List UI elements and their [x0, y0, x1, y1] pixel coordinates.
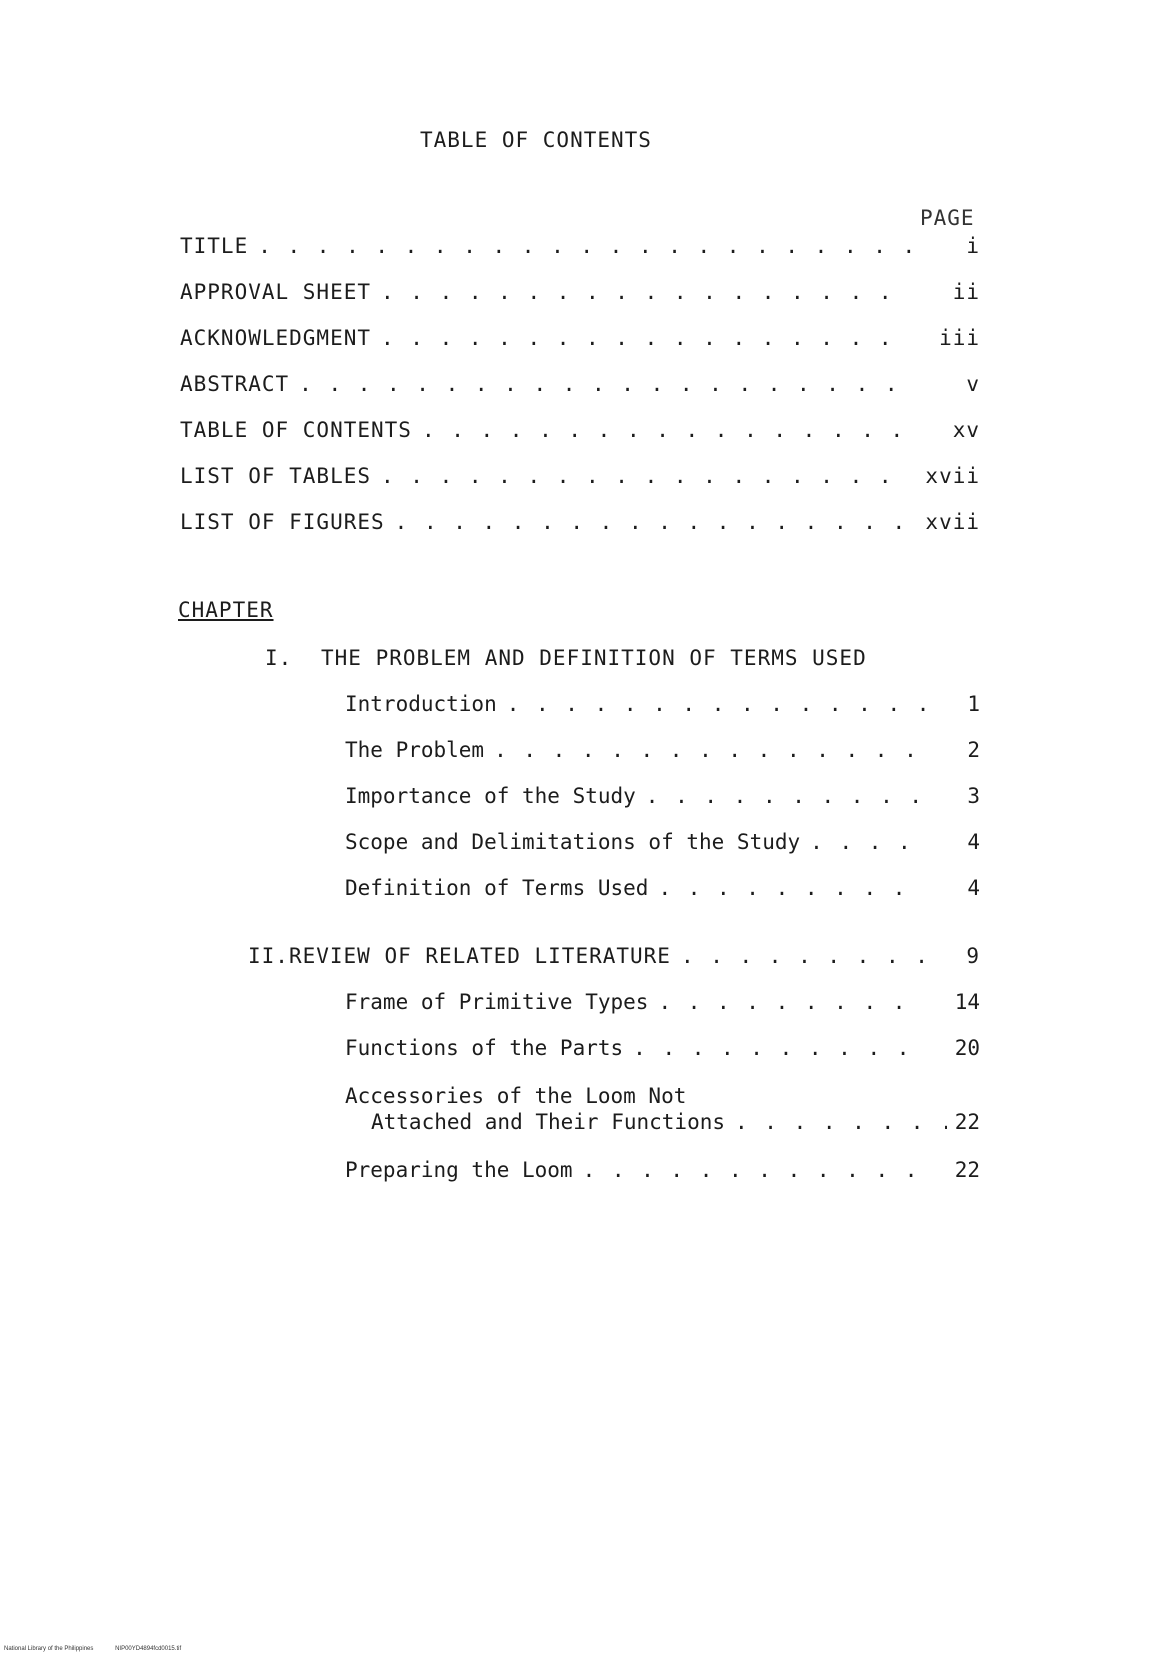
- chapter-heading: [265, 646, 867, 670]
- footer-library: National Library of the Philippines: [4, 1646, 94, 1652]
- toc-entry-page: ii: [952, 280, 980, 304]
- toc-entry-label: TABLE OF CONTENTS: [180, 418, 412, 442]
- toc-entry-page: xvii: [925, 464, 980, 488]
- toc-entry-page: 2: [967, 738, 980, 762]
- dot-leader: [381, 280, 912, 304]
- chapter-number: I.: [265, 646, 293, 670]
- page-column-header: PAGE: [920, 206, 975, 230]
- toc-entry-label: ABSTRACT: [180, 372, 290, 396]
- toc-entry-title: [180, 234, 980, 264]
- toc-section-entry: [345, 1036, 980, 1066]
- toc-entry-page: 14: [954, 990, 980, 1014]
- toc-entry-page: 9: [966, 944, 980, 968]
- dot-leader: [681, 944, 926, 968]
- chapter-number: II.: [248, 944, 289, 968]
- toc-entry-label: Functions of the Parts: [345, 1036, 624, 1060]
- toc-entry-label: Importance of the Study: [345, 784, 636, 808]
- dot-leader: [494, 738, 926, 762]
- page-title: TABLE OF CONTENTS: [420, 128, 652, 152]
- toc-entry-label: The Problem: [345, 738, 485, 762]
- dot-leader: [658, 876, 926, 900]
- toc-entry-label: LIST OF TABLES: [180, 464, 372, 488]
- toc-entry-page: xv: [952, 418, 980, 442]
- dot-leader: [381, 326, 912, 350]
- dot-leader: [583, 1158, 926, 1182]
- toc-entry-page: iii: [939, 326, 980, 350]
- toc-entry-label: ACKNOWLEDGMENT: [180, 326, 372, 350]
- toc-entry-page: 3: [967, 784, 980, 808]
- dot-leader: [381, 464, 912, 488]
- toc-entry-label: APPROVAL SHEET: [180, 280, 372, 304]
- toc-entry-label: LIST OF FIGURES: [180, 510, 385, 534]
- toc-entry-page: v: [966, 372, 980, 396]
- toc-entry-label: Preparing the Loom: [345, 1158, 573, 1182]
- toc-section-entry: [345, 830, 980, 860]
- toc-entry-table-of-contents: [180, 418, 980, 448]
- chapter-heading: [248, 944, 980, 974]
- dot-leader: [258, 234, 912, 258]
- toc-entry-label-line2: Attached and Their Functions: [371, 1110, 726, 1134]
- toc-entry-label-line1: Accessories of the Loom Not: [345, 1084, 687, 1108]
- dot-leader: [422, 418, 912, 442]
- toc-section-entry: [345, 738, 980, 768]
- dot-leader: [299, 372, 912, 396]
- chapter-header: CHAPTER: [178, 598, 274, 622]
- toc-section-entry: [345, 1158, 980, 1188]
- toc-section-entry: [345, 784, 980, 814]
- toc-section-entry: [345, 876, 980, 906]
- toc-entry-page: xvii: [925, 510, 980, 534]
- chapter-title: THE PROBLEM AND DEFINITION OF TERMS USED: [321, 646, 867, 670]
- chapter-title: REVIEW OF RELATED LITERATURE: [288, 944, 671, 968]
- toc-section-entry: [345, 990, 980, 1020]
- toc-entry-page: 22: [954, 1110, 980, 1134]
- toc-entry-list-of-figures: [180, 510, 980, 540]
- toc-entry-label: Scope and Delimitations of the Study: [345, 830, 801, 854]
- toc-entry-page: 1: [967, 692, 980, 716]
- toc-entry-abstract: [180, 372, 980, 402]
- dot-leader: [658, 990, 926, 1014]
- toc-entry-line2: [345, 1110, 980, 1134]
- toc-entry-page: i: [966, 234, 980, 258]
- footer-file-id: NIP00YD4894fcd0015.tif: [115, 1646, 182, 1652]
- dot-leader: [395, 510, 912, 534]
- toc-section-entry-multiline: [345, 1084, 980, 1134]
- toc-entry-page: 4: [967, 876, 980, 900]
- toc-entry-label: Frame of Primitive Types: [345, 990, 649, 1014]
- dot-leader: [633, 1036, 926, 1060]
- dot-leader: [646, 784, 926, 808]
- toc-entry-page: 20: [954, 1036, 980, 1060]
- toc-entry-page: 4: [967, 830, 980, 854]
- toc-entry-label: TITLE: [180, 234, 249, 258]
- toc-entry-label: Definition of Terms Used: [345, 876, 649, 900]
- toc-section-entry: [345, 692, 980, 722]
- toc-entry-acknowledgment: [180, 326, 980, 356]
- scan-footer: [4, 1646, 201, 1652]
- dot-leader: [507, 692, 926, 716]
- dot-leader: [810, 830, 926, 854]
- dot-leader: [735, 1110, 947, 1134]
- toc-entry-approval-sheet: [180, 280, 980, 310]
- toc-entry-list-of-tables: [180, 464, 980, 494]
- toc-entry-page: 22: [954, 1158, 980, 1182]
- toc-entry-label: Introduction: [345, 692, 497, 716]
